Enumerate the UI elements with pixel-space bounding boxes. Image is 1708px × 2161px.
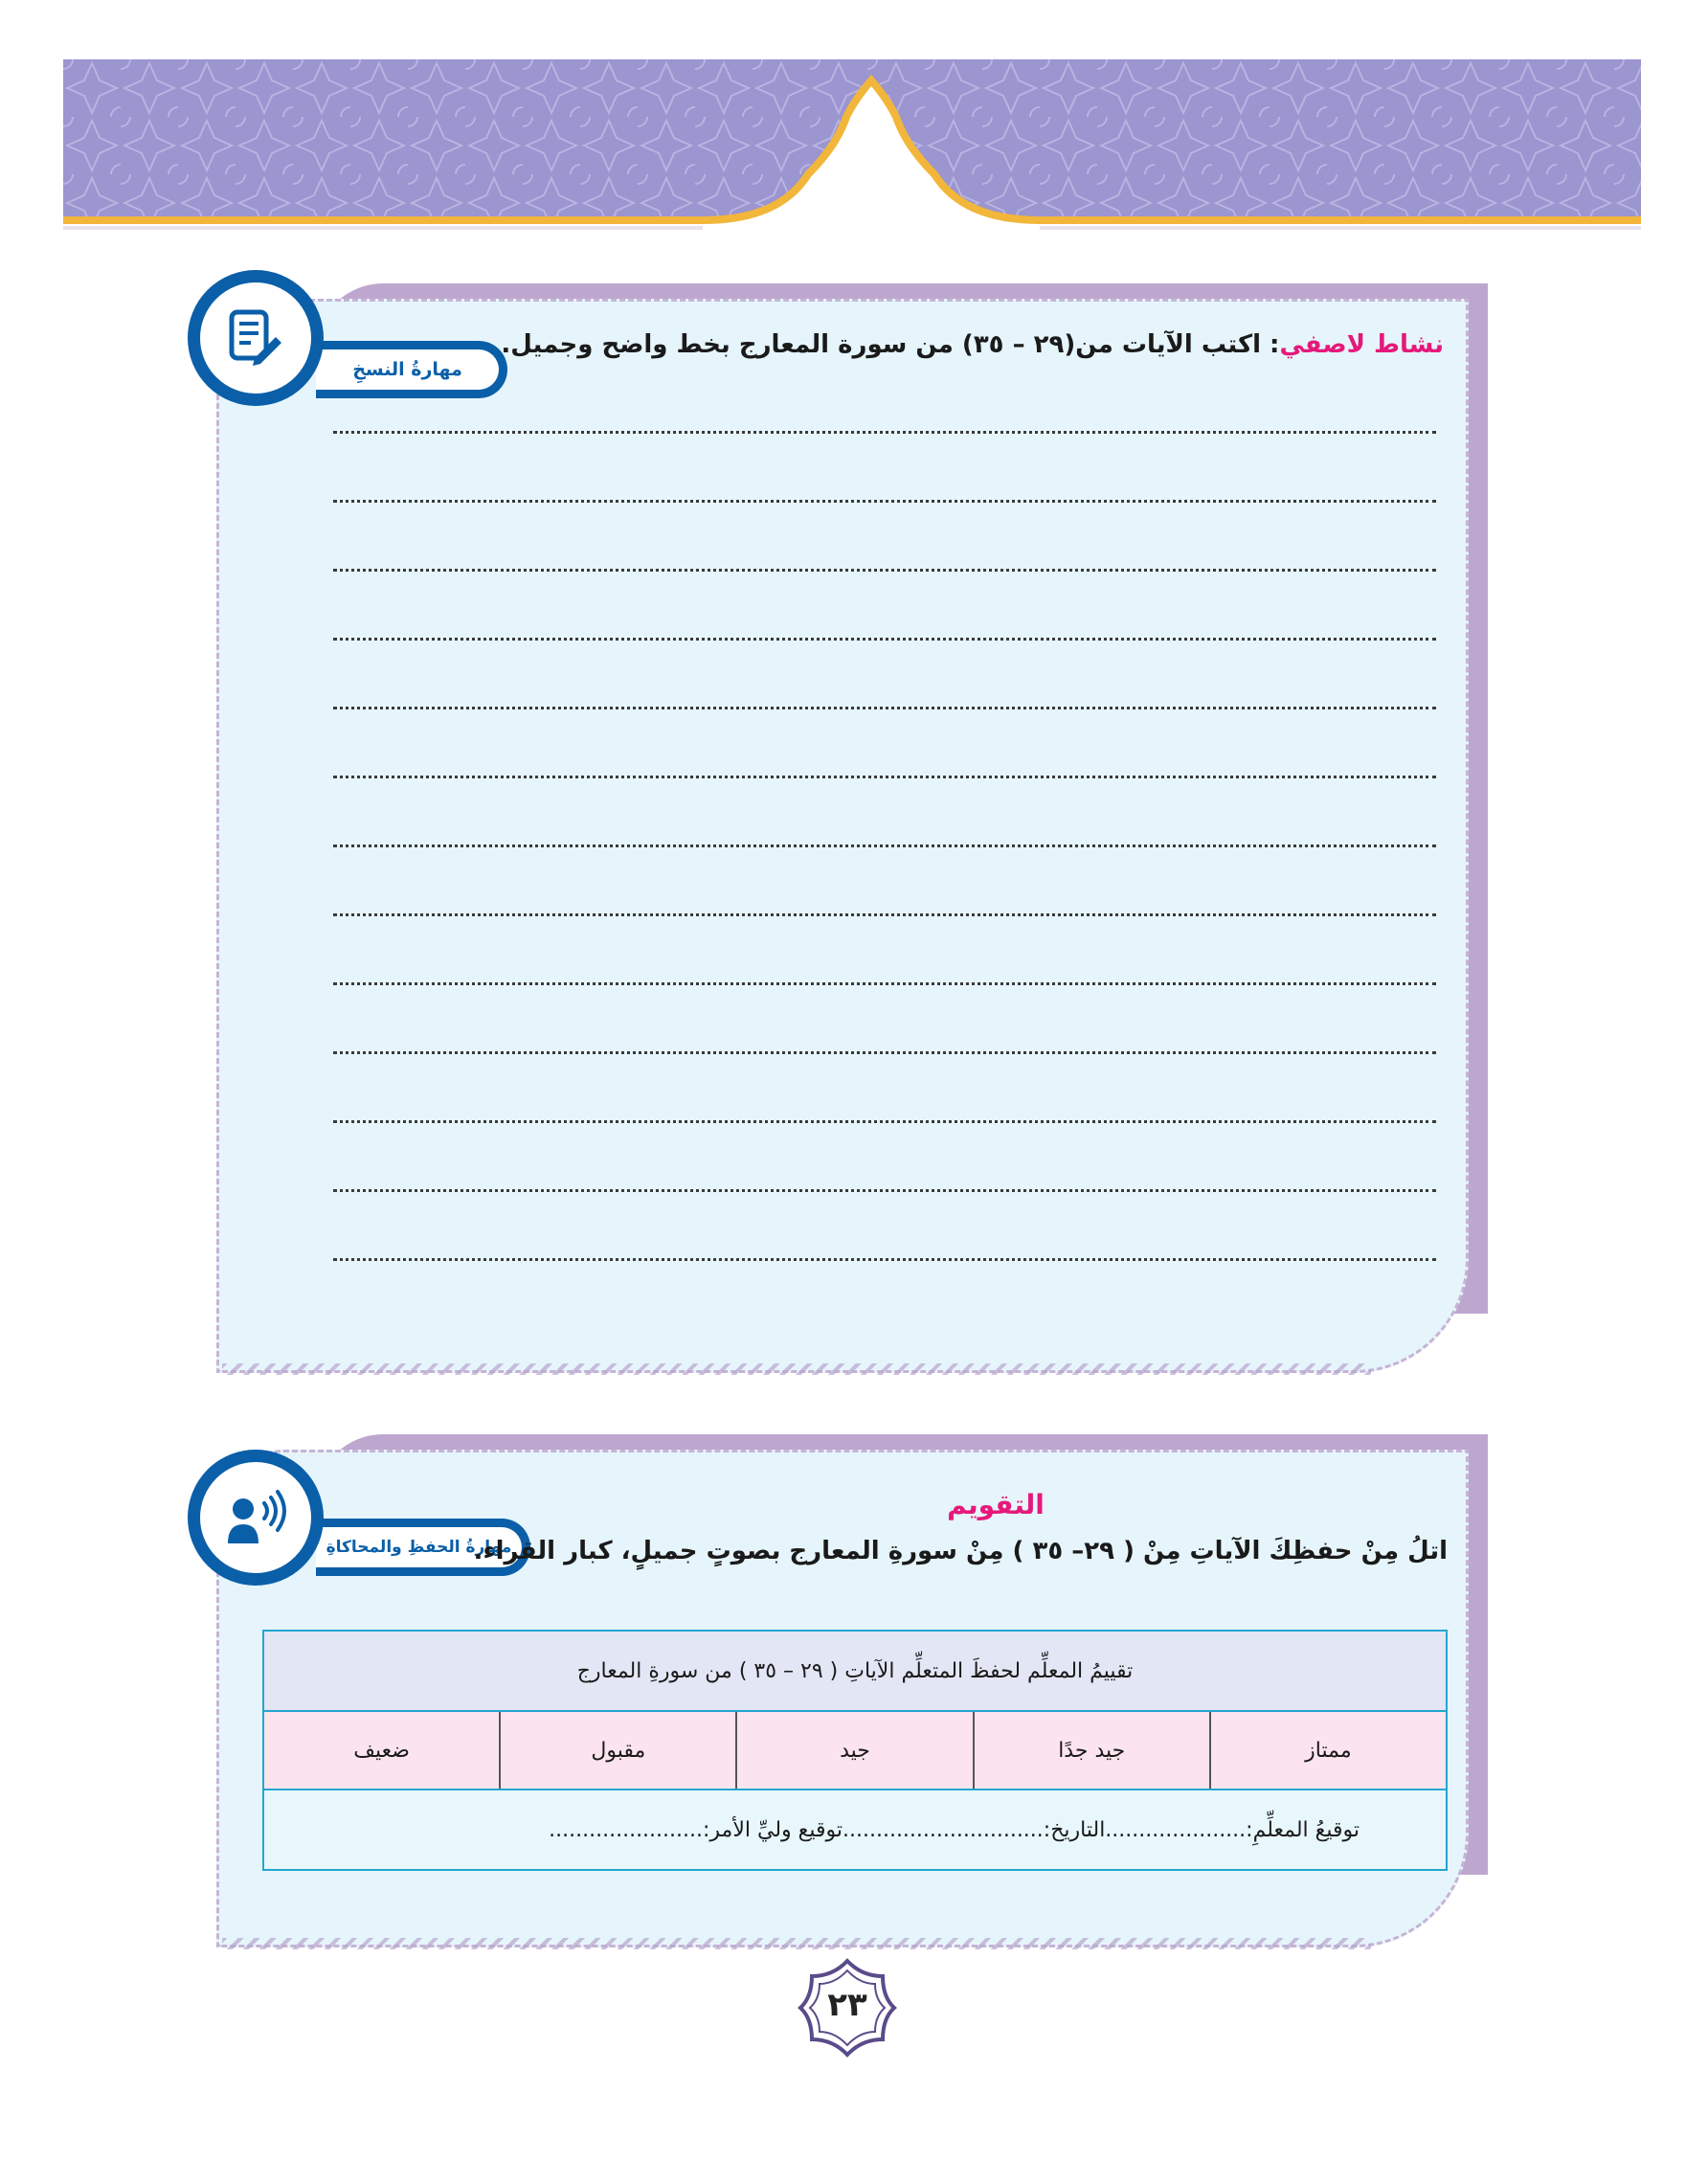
writing-line[interactable] (333, 982, 1436, 985)
writing-line[interactable] (333, 707, 1436, 709)
activity-card (216, 299, 1469, 1373)
writing-line[interactable] (333, 500, 1436, 503)
grade-very-good[interactable]: جيد جدًا (974, 1711, 1210, 1790)
writing-line[interactable] (333, 844, 1436, 847)
speaking-person-icon (226, 1490, 289, 1547)
header-banner (63, 59, 1641, 232)
writing-line[interactable] (333, 1258, 1436, 1261)
evaluation-instruction: اتلُ مِنْ حفظِكَ الآياتِ مِنْ ( ٢٩– ٣٥ ) مِنْ سورةِ المعارج بصوتٍ جميلٍ، كبار القراء. (473, 1537, 1448, 1565)
table-header-row (263, 1631, 1447, 1711)
document-pencil-icon (226, 308, 285, 368)
grade-excellent[interactable]: ممتاز (1210, 1711, 1447, 1790)
grade-weak[interactable]: ضعيف (263, 1711, 500, 1790)
grades-row (263, 1711, 1447, 1790)
signature-cell[interactable]: توقيعُ المعلِّمِ:.....................التاريخ:..............................توقيع وليِّ الأمر:....................... (263, 1790, 1447, 1870)
copying-skill-badge: مهارةُ النسخِ (316, 341, 507, 398)
activity-label: نشاط لاصفي (1279, 330, 1444, 359)
evaluation-card-border (222, 1938, 1371, 1949)
writing-line[interactable] (333, 638, 1436, 641)
page-number: ٢٣ (827, 1986, 867, 2024)
writing-line[interactable] (333, 913, 1436, 916)
writing-line[interactable] (333, 1051, 1436, 1054)
activity-instruction (295, 330, 1444, 359)
teacher-evaluation-table (262, 1630, 1448, 1871)
writing-line[interactable] (333, 569, 1436, 572)
writing-line[interactable] (333, 1120, 1436, 1123)
evaluation-title: التقويم (947, 1489, 1045, 1520)
signature-row (263, 1790, 1447, 1870)
grade-acceptable[interactable]: مقبول (500, 1711, 736, 1790)
writing-line[interactable] (333, 431, 1436, 434)
writing-line[interactable] (333, 1189, 1436, 1192)
writing-line[interactable] (333, 776, 1436, 778)
grade-good[interactable]: جيد (736, 1711, 973, 1790)
activity-text: : اكتب الآيات من(٢٩ – ٣٥) من سورة المعارج بخط واضح وجميل. (501, 330, 1280, 359)
activity-card-border (222, 1363, 1371, 1375)
memorization-skill-badge: مهارةُ الحفظِ والمحاكاةِ (316, 1519, 530, 1576)
table-header-cell: تقييمُ المعلِّم لحفظَ المتعلِّم الآياتِ ( ٢٩ – ٣٥ ) من سورةِ المعارج (263, 1631, 1447, 1711)
